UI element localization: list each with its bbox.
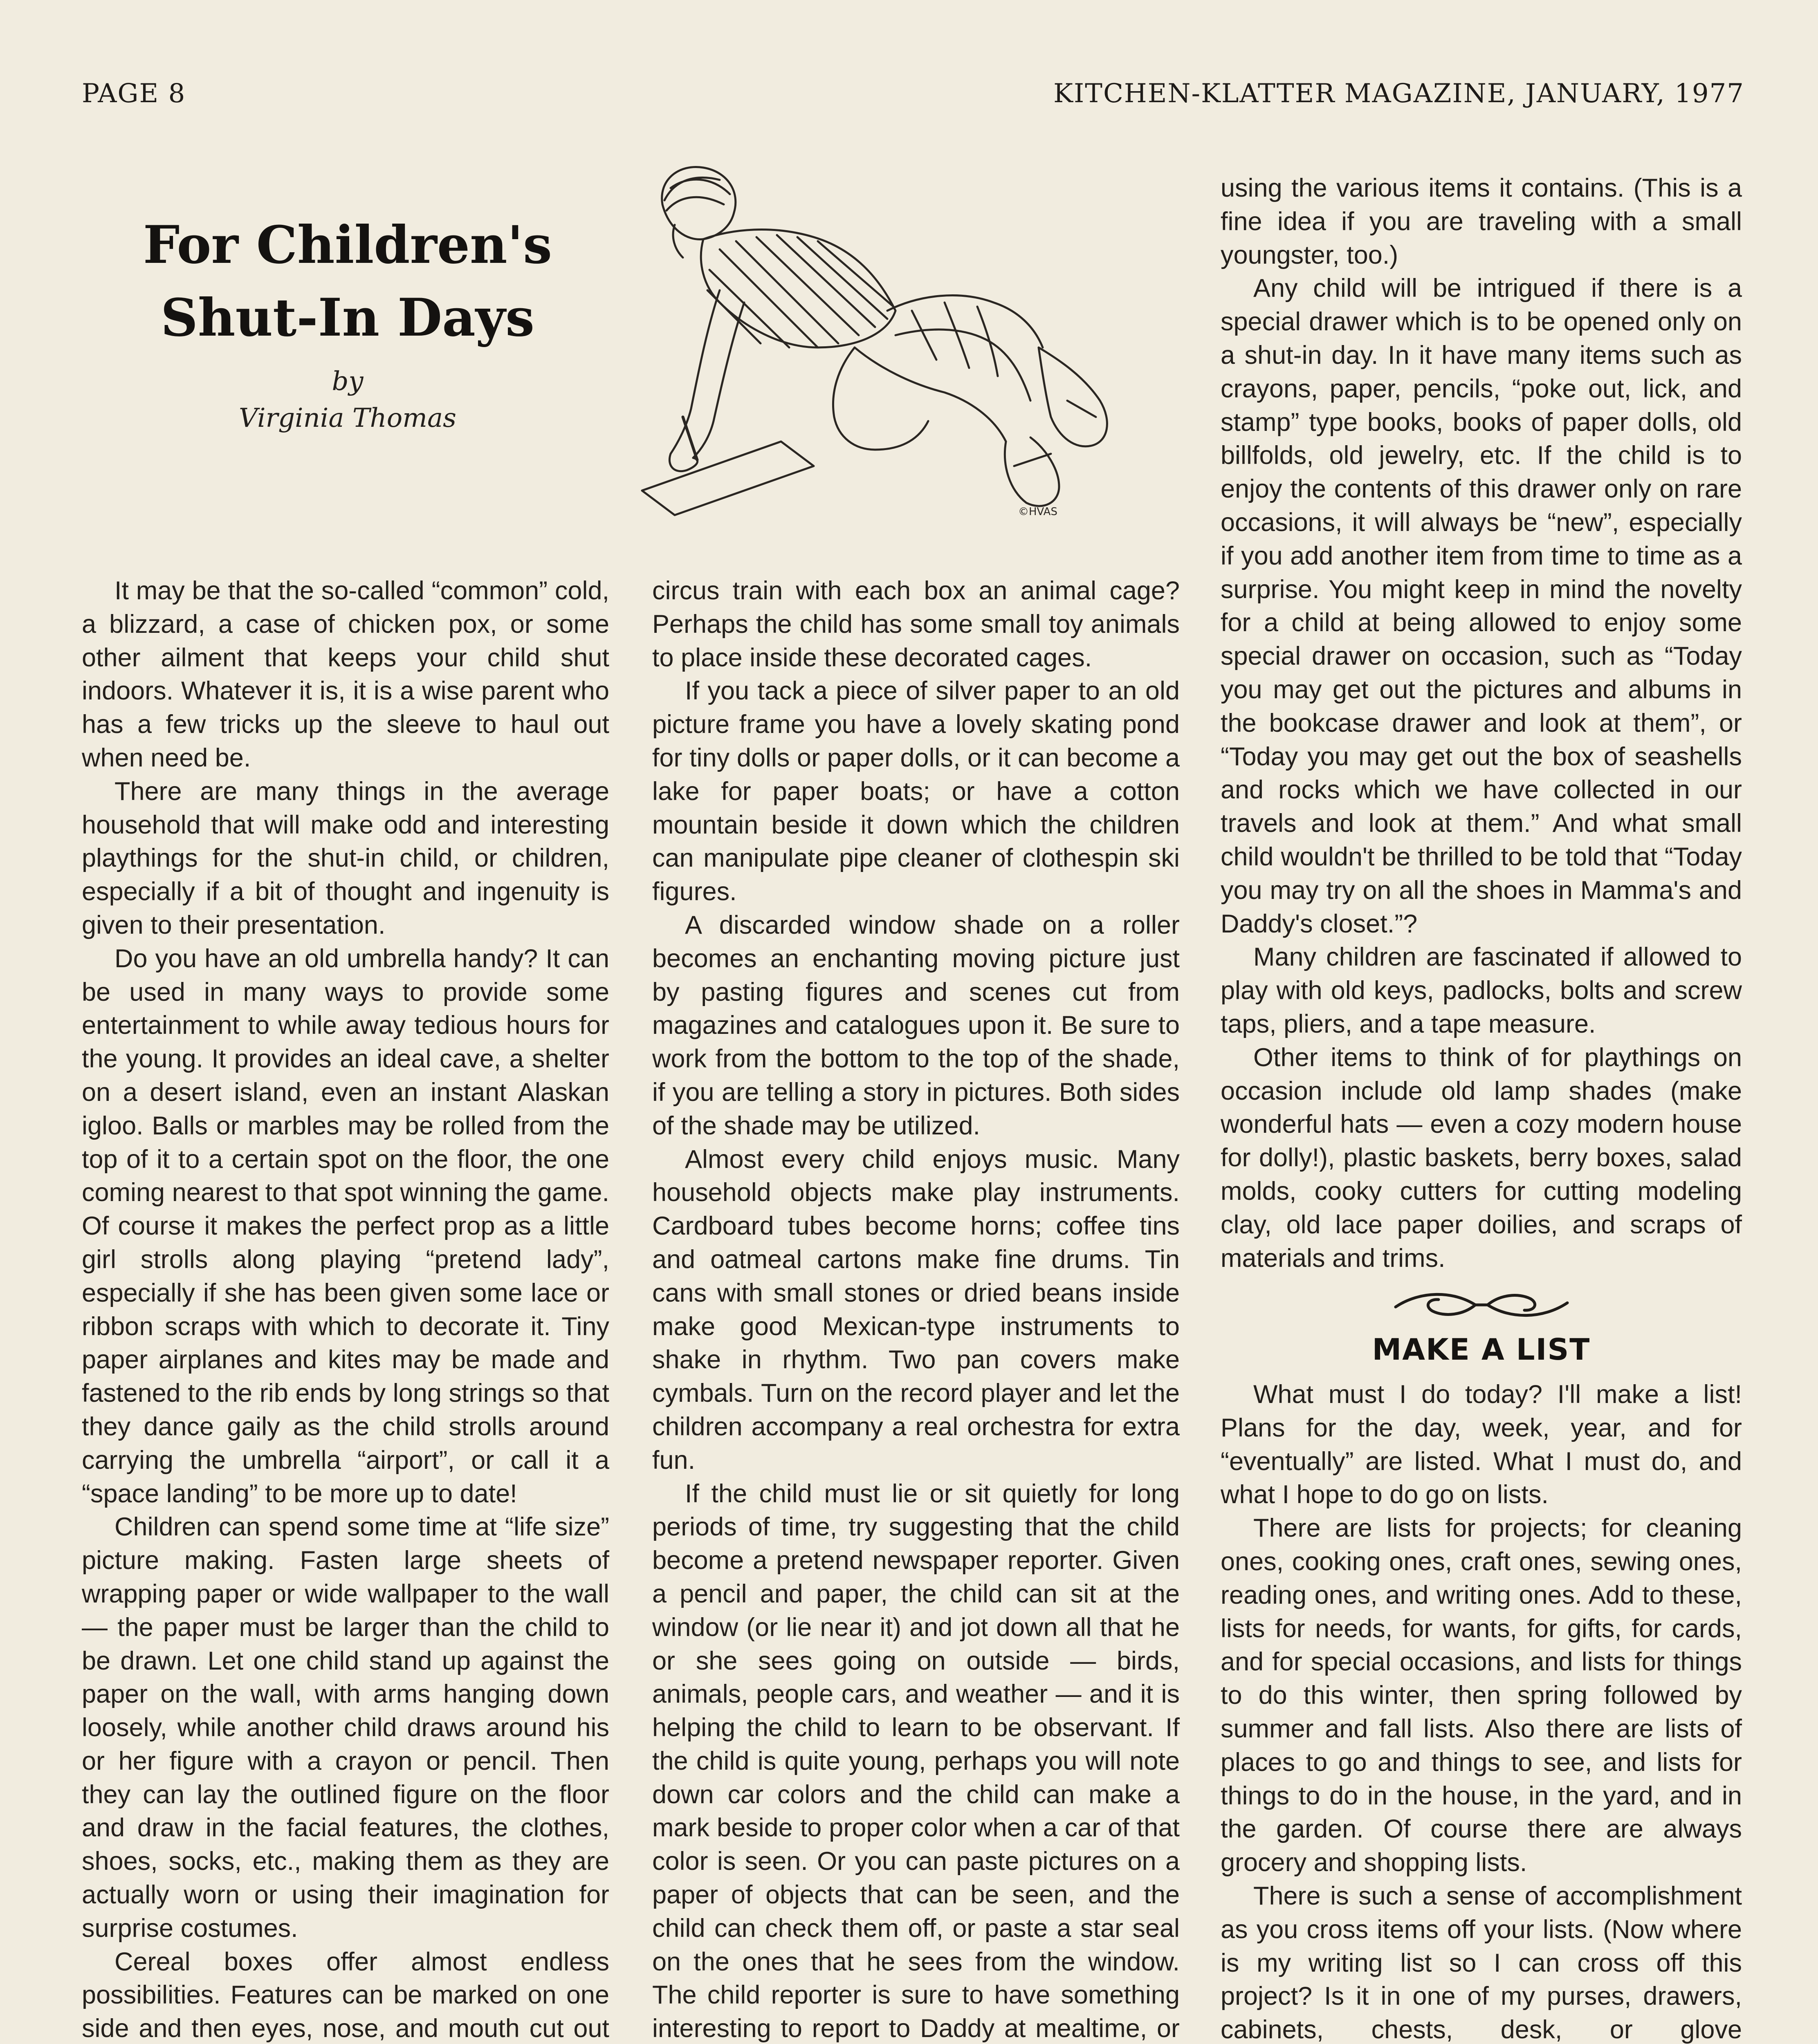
paragraph: Any child will be intrigued if there is a special drawer which is to be opened only on a shut-in day. In it have many items such as crayons, paper, pencils, “poke out, lick, and stamp” type books, books of paper dolls, old billfolds, old jewelry, etc. If the child is to enjoy the contents of this drawer only on rare occasions, it will always be “new”, especially if you add another item from time to time as a surprise. You might keep in mind the novelty for a child at being allowed to enjoy some special drawer on occasion, such as “Today you may get out the pictures and albums in the bookcase drawer and look at them”, or “Today you may get out the box of seashells and rocks which we have collected in our travels and look at them.” And what small child wouldn't be thrilled to be told that “Today you may try on all the shoes in Mamma's and Daddy's closet.”? [1221, 274, 1742, 938]
child-kneeling-drawing-illustration [626, 155, 1157, 523]
paragraph: There are many things in the average household that will make odd and interesting playthings for the shut-in child, or children, especially if a bit of thought and ingenuity is given to their presentation. [82, 777, 609, 939]
paragraph: Many children are fascinated if allowed to play with old keys, padlocks, bolts and screw taps, pliers, and a tape measure. [1221, 943, 1742, 1038]
paragraph: using the various items it contains. (This is a fine idea if you are traveling with a small youngster, too.) [1221, 174, 1742, 269]
page-number: PAGE 8 [82, 78, 186, 109]
article-title-line-1: For Children's [143, 215, 552, 275]
paragraph: Children can spend some time at “life size” picture making. Fasten large sheets of wrapping paper or wide wallpaper to the wall — the paper must be larger than the child to be drawn. Let one child stand up against the paper on the wall, with arms hanging down loosely, while another child draws around his or her figure with a crayon or pencil. Then they can lay the outlined figure on the floor and draw in the facial features, the clothes, shoes, socks, etc., making them as they are actually worn or using their imagination for surprise costumes. [82, 1513, 609, 1943]
paragraph: Other items to think of for playthings on occasion include old lamp shades (make wonderful hats — even a cozy modern house for dolly!), plastic baskets, berry boxes, salad molds, cooky cutters for cutting modeling clay, old lace paper doilies, and scraps of materials and trims. [1221, 1043, 1742, 1273]
article-title-line-2: Shut-In Days [160, 287, 535, 348]
article-column-1 [82, 574, 609, 2044]
paragraph: What must I do today? I'll make a list! Plans for the day, week, year, and for “eventually” are listed. What I must do, and what I hope to do go on lists. [1221, 1380, 1742, 1509]
paragraph: If you tack a piece of silver paper to an old picture frame you have a lovely skating pond for tiny dolls or paper dolls, or it can become a lake for paper boats; or have a cotton mountain beside it down which the children can manipulate pipe cleaner of clothespin ski figures. [652, 677, 1180, 906]
sidebar-heading: MAKE A LIST [1372, 1332, 1591, 1367]
paragraph: Do you have an old umbrella handy? It can be used in many ways to provide some entertainment to while away tedious hours for the young. It provides an ideal cave, a shelter on a desert island, even an instant Alaskan igloo. Balls or marbles may be rolled from the top of it to a certain spot on the floor, the one coming nearest to that spot winning the game. Of course it makes the perfect prop as a little girl strolls along playing “pretend lady”, especially if she has been given some lace or ribbon scraps with which to decorate it. Tiny paper airplanes and kites may be made and fastened to the rib ends by long strings so that they dance gaily as the child strolls around carrying the umbrella “airport”, or call it a “space landing” to be more up to date! [82, 944, 609, 1508]
author-name: Virginia Thomas [239, 403, 456, 433]
article-column-2 [652, 574, 1180, 2044]
paragraph: A discarded window shade on a roller becomes an enchanting moving picture just by pasting figures and scenes cut from magazines and catalogues upon it. Be sure to work from the bottom to the top of the shade, if you are telling a story in pictures. Both sides of the shade may be utilized. [652, 910, 1180, 1140]
magazine-running-title: KITCHEN-KLATTER MAGAZINE, JANUARY, 1977 [1053, 78, 1744, 109]
paragraph: If the child must lie or sit quietly for long periods of time, try suggesting that the child become a pretend newspaper reporter. Given a pencil and paper, the child can sit at the window (or lie near it) and jot down all that he or she sees going on outside — birds, animals, people cars, and weather — and it is helping the child to learn to be observant. If the child is quite young, perhaps you will note down car colors and the child can make a mark beside to proper color when a car of that color is seen. Or you can paste pictures on a paper of objects that can be seen, and the child can check them off, or paste a star seal on the ones that he sees from the window. The child reporter is sure to have something interesting to report to Daddy at mealtime, or [652, 1479, 1180, 2043]
paragraph: There are lists for projects; for cleaning ones, cooking ones, craft ones, sewing ones, reading ones, and writing ones. Add to these, lists for needs, for wants, for gifts, for cards, and for special occasions, and lists for things to do this winter, then spring followed by summer and fall lists. Also there are lists of places to go and things to see, and lists for things to do in the house, in the yard, and in the garden. Of course there are always grocery and shopping lists. [1221, 1514, 1742, 1877]
illustration-credit: ©HVAS [1018, 506, 1057, 518]
paragraph: Cereal boxes offer almost endless possibilities. Features can be marked on one side and then eyes, nose, and mouth cut out [82, 1947, 609, 2043]
paragraph: Almost every child enjoys music. Many household objects make play instruments. Cardboard tubes become horns; coffee tins and oatmeal cartons make fine drums. Tin cans with small stones or dried beans inside make good Mexican-type instruments to shake in rhythm. Two pan covers make cymbals. Turn on the record player and let the children accompany a real orchestra for extra fun. [652, 1145, 1180, 1475]
paragraph: It may be that the so-called “common” cold, a blizzard, a case of chicken pox, or some other ailment that keeps your child shut indoors. Whatever it is, it is a wise parent who has a few tricks up the sleeve to haul out when need be. [82, 576, 609, 772]
article-column-3 [1221, 172, 1742, 2044]
article-title-block [82, 208, 613, 437]
scroll-flourish-ornament [1387, 1282, 1576, 1327]
paragraph: There is such a sense of accomplishment as you cross items off your lists. (Now where is my writing list so I can cross off this project? Is it in one of my purses, drawers, cabinets, chests, desk, or glove [1221, 1882, 1742, 2044]
byline-by: by [332, 366, 364, 397]
paragraph: circus train with each box an animal cage? Perhaps the child has some small toy animals to place inside these decorated cages. [652, 576, 1180, 672]
